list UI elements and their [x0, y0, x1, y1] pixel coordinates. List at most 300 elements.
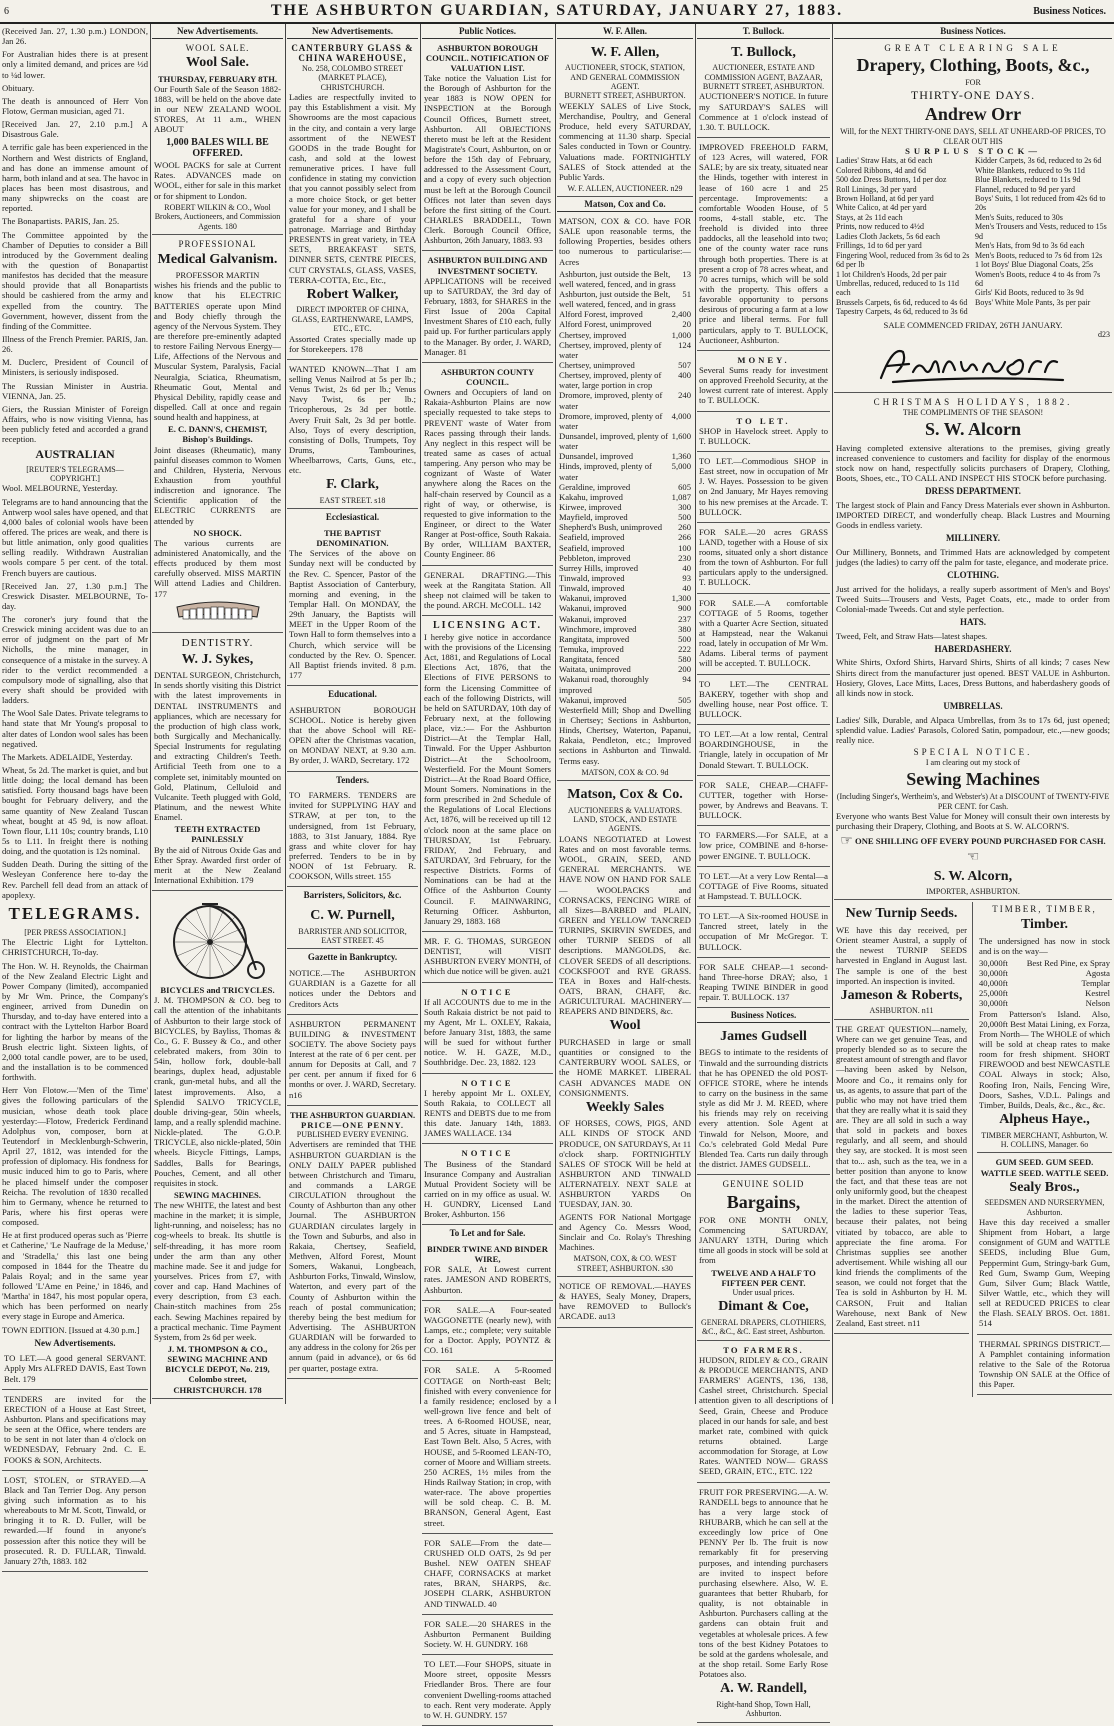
- ad-title: C. W. Purnell,: [310, 908, 395, 924]
- list-item-label: Chertsey, improved, plenty of water: [559, 339, 662, 360]
- ad-body: THE GREAT QUESTION—namely, Where can we get genuine Teas, and properly blended so as to secure the greatest amount of strength and flavor—having been asked by Nelson, Moore and Co., it remains only for us, as agents, to assure that part of the public who may not have tried them that they are really what it is said they are. They are all sold in such a way that sold in packets and boxes regularly, and all seem, and should they say, are stocked. It is most seen that to... ash, such as the tea, we in a better position than anyone to know the fact, and that these teas are not only uniformly good, but the cheapest in the market. Direct the attention of the ladies to these superior Teas, because their palates, not being vitiated by tobacco, are able to appreciate the fine aroma. For Christmas supplies see another advertisement. While wishing all our kind friends the compliments of the season, we could not forget that the Tea is sold in Ashburton by H. M. CARSON, Fruit and Italian Warehouse, next Bank of New Zealand, East street. n11: [836, 1023, 968, 1328]
- list-item: [559, 624, 691, 634]
- list-item-value: 40: [682, 583, 691, 594]
- ad-body: WE have this day received, per Orient steamer Austral, a supply of the newest TURNIP SEEDS harvested in England in August last. The sample is one of the best imported. An inspection is invited.: [836, 925, 967, 986]
- list-item-label: Chertsey, unimproved: [559, 360, 635, 371]
- list-item: [559, 319, 691, 329]
- land-list: [559, 269, 691, 705]
- ad-subtitle: DIRECT IMPORTER OF CHINA, GLASS, EARTHENWARE, LAMPS, ETC., ETC.: [291, 305, 414, 334]
- ad-body: Advertisers are reminded that THE ASHBURTON GUARDIAN is the ONLY DAILY PAPER published between Christchurch and Timaru, and commands a LARGE CIRCULATION throughout the County of Ashburton than any other Journal. The ASHBURTON GUARDIAN circulates largely in the Town and Suburbs, and also in Rakaia, Chertsey, Seafield, Methven, Alford Forest, Mount Somers, Wakanui, Longbeach, Ashburton Forks, Tinwald, Winslow, Waterton, and every part of the County of Ashburton within the reach of postal communication; thereby being the best medium for Advertising. The ASHBURTON GUARDIAN will be forwarded to any address in the colony for 26s per annum (paid in advance), or 6s 6d per quarter, postage extra.: [289, 1139, 416, 1373]
- list-item-label: Pebbleton, improved: [559, 552, 631, 563]
- price-item: Kidder Carpets, 3s 6d, reduced to 2s 6d: [975, 156, 1102, 166]
- removal-notice: [557, 1279, 693, 1328]
- ad-address: E. C. DANN'S, CHEMIST, Bishop's Buildings.: [168, 424, 267, 445]
- list-item: [559, 482, 691, 492]
- list-item: [559, 522, 691, 532]
- list-item: [559, 360, 691, 370]
- ad-subtitle: GENERAL DRAPERS, CLOTHIERS, &C., &C., &C. East street, Ashburton.: [700, 1317, 827, 1337]
- list-item-label: Mayfield, improved: [559, 512, 628, 523]
- ad-body: TO FARMERS.—For SALE, at a low price, COMBINE and 8-horse-power ENGINE. T. BULLOCK.: [699, 830, 828, 861]
- list-item-value: Nelson: [1085, 998, 1110, 1009]
- ad-body: Ladies are respectfully invited to pay this Establishment a visit. My Showrooms are the most capacious in the city, and contain a very large assortment of the NEWEST GOODS in the trade Bought for cash, and sold at the lowest remunerative prices. I have full confidence in stating my conviction that you cannot possibly select from a more choice Stock, or get better value for your money, and I shall be grateful for a share of your patronage. Marriage and Birthday PRESENTS in great variety, in TEA SETS, BREAKFAST SETS, DINNER SETS, CENTRE PIECES, CUT CRYSTALS, GLASS, VASES, TERRA-COTTA, Etc., Etc.,: [289, 92, 416, 285]
- ad-title: Alpheus Haye.,: [999, 1112, 1090, 1127]
- masthead: [0, 0, 1114, 24]
- ad-title: Timber.: [1020, 917, 1069, 933]
- ad-price: PRICE—ONE PENNY.: [300, 1119, 405, 1130]
- list-item-value: 1,360: [671, 451, 691, 462]
- ad-title: MONEY.: [737, 354, 790, 365]
- price-item: Brussels Carpets, 6s 6d, reduced to 4s 6d: [836, 297, 968, 307]
- column-heading: Matson, Cox and Co.: [557, 199, 693, 212]
- list-item: [559, 492, 691, 502]
- ad-title: W. J. Sykes,: [181, 651, 254, 667]
- bankruptcy-notice: [287, 966, 418, 1015]
- ad-subtitle: AUCTIONEER, STOCK, STATION, AND GENERAL COMMISSION AGENT.: [565, 63, 685, 91]
- bullock-ad: [697, 41, 830, 138]
- ad-code: d23: [1098, 329, 1110, 339]
- thermal-springs-ad: [977, 1337, 1112, 1396]
- price-item: Men's Boots, reduced to 7s 6d from 12s: [975, 250, 1103, 260]
- guardian-ad: [287, 1108, 418, 1379]
- shares-ad: [422, 1617, 553, 1655]
- column-7: [834, 26, 1112, 1402]
- ad-body: FOR SALE.—20 acres GRASS LAND, together with a House of six rooms, situated only a short distance from the town of Ashburton. For full particulars apply to the undersigned. T. BULLOCK.: [699, 526, 828, 588]
- news-paragraph: The coroner's jury found that the Creswick mining accident was due to an error of judgment on the part of Mr Nicholls, the mine manager, in consequence of a mistake in the survey. A rider to the verdict recommended a compulsory mode of signalling, also that every shaft should be provided with ladders.: [2, 614, 148, 706]
- valuation-notice: [422, 41, 553, 252]
- list-item-label: Seafield, improved: [559, 542, 625, 553]
- ad-body: TO FARMERS. TENDERS are invited for SUPPLYING HAY and STRAW, at per ton, to the undersigned, from 1st February, 1883, to 31st January, 1884. Rye grass and white clover for hay preferred. Tenders to be in by NOON of 1st February. R. COOKSON, Wills street. 155: [289, 790, 416, 882]
- ad-body: FOR SALE, CHEAP.—CHAFF-CUTTER, together with Horse-power, by Andrews and Beavans. T. BULLOCK.: [699, 779, 828, 821]
- ad-signature: W. F. ALLEN, AUCTIONEER. n29: [567, 184, 683, 193]
- list-item: [559, 512, 691, 522]
- dentures-image: [173, 601, 263, 627]
- price-item: 500 doz Dress Buttons, 1d per doz: [836, 175, 947, 185]
- section-heading: CLOTHING.: [947, 570, 999, 581]
- ad-title: THE ASHBURTON GUARDIAN.: [289, 1109, 416, 1120]
- list-item-label: Hinds, improved, plenty of water: [559, 461, 652, 482]
- timber-list: [979, 958, 1110, 1009]
- column-heading: Business Notices.: [697, 1010, 830, 1023]
- list-item: [559, 269, 691, 289]
- ad-body: If all ACCOUNTS due to me in the South Rakaia district be not paid to my Agent, Mr L. OXLEY, Rakaia, before January 31st, 1883, the same will be sued for without further notice. W. H. GAZE, M.D., Southbridge. Dec. 23, 1882. 123: [424, 996, 551, 1068]
- news-paragraph: The Electric Light for Lyttelton. CHRISTCHURCH, To-day.: [2, 937, 148, 958]
- ad-body: Joint diseases (Rheumatic), many painful diseases common to Women and Children, Hysteria, Nervous Exhaustion from youthful indiscretion and ignorance. The Scientific application of the ELECTRIC CURRENTS are attended by: [154, 444, 281, 526]
- oats-ad: [422, 1536, 553, 1615]
- ad-body: FOR SALE, At Lowest current rates. JAMESON AND ROBERTS, Ashburton.: [424, 1264, 551, 1295]
- ad-body: The largest stock of Plain and Fancy Dress Materials ever shown in Ashburton. IMPORTED DIRECT, and wonderfully cheap. Black Lustres and Mourning Goods in endless variety.: [836, 499, 1110, 531]
- ad-caps: CHRISTMAS HOLIDAYS, 1882.: [873, 397, 1073, 408]
- ad-body: The undersigned has now in stock and is on the way—: [979, 935, 1110, 956]
- list-item-value: 260: [678, 522, 691, 533]
- list-item: [559, 695, 691, 705]
- hudson-ad: [697, 1343, 830, 1483]
- ad-title: Weekly Sales: [585, 1099, 665, 1115]
- ad-body: Assorted Crates specially made up for Storekeepers. 178: [289, 333, 416, 354]
- notice-gundry: [422, 1146, 553, 1225]
- news-paragraph: The Wool Sale Dates. Private telegrams to hand state that Mr Young's proposal to alter dates of London wool sales has been negatived.: [2, 708, 148, 749]
- list-item-value: 380: [678, 623, 691, 634]
- news-paragraph: He at first produced operas such as 'Pierre et Catherine,' 'Le Naufrage de la Meduse,' and 'Stradella,' this last one being composed in 1844 for the Theatre du Palais Royal; and in the same year followed 'L'Ame en Peine,' in 1846, and 'Martha' in 1847, his most popular opera, which has been performed on nearly every stage in Europe and America.: [2, 1230, 148, 1322]
- price-item: Stays, at 2s 11d each: [836, 212, 903, 222]
- ad-body: TO LET.—Four SHOPS, situate in Moore street, opposite Messrs Friedlander Bros. There are four convenient Dwelling-rooms attached to each. Rent very moderate. Apply to W. H. GUNDRY. 157: [424, 1659, 551, 1720]
- cottage-ad: [697, 596, 830, 675]
- ad-body: I hereby appoint Mr L. OXLEY, South Rakaia, to COLLECT all RENTS and DEBTS due to me from this date. January 14th, 1883. JAMES WALLACE. 134: [424, 1087, 551, 1139]
- list-item-value: 230: [678, 552, 691, 563]
- ad-body: TO LET.—A good general SERVANT. Apply Mrs ALFRED DAVIS, East Town Belt. 179: [4, 1353, 146, 1384]
- list-item-label: Kakahu, improved: [559, 491, 623, 502]
- column-4: [422, 26, 553, 1720]
- ad-body: Owners and Occupiers of land on Rakaia-Ashburton Plains are now specially requested to take steps to PREVENT waste of Water from Races passing through their lands. Any neglect in this respect will be treated same as cases of actual tampering. Any person who may be cognizant of Waste of Water anywhere along the Races on the half-chain reserved by Council as a right of way, or otherwise, is requested to give information to the Engineer, or direct to the Water Ranger at Post-office, South Rakaia. By order, WILLIAM BAXTER, County Engineer. 86: [424, 387, 551, 560]
- ad-body: From Patterson's Island. Also, 20,000ft Best Matai Lining, ex Forza, From North— The WHOLE of which will be sold at cheap rates to make room for fresh shipment. SHORT FIREWOOD and best NEWCASTLE COAL Always in stock; Also, Roofing Iron, Nails, Fencing Wire, Doors, Sashes, V.D.L. Palings and Timber, Builds, Deals, &c., &c., &c.: [979, 1008, 1110, 1110]
- list-item: [979, 978, 1110, 988]
- ad-body: TO LET.—At a low rental, Central BOARDINGHOUSE, in the Triangle, lately in occupation of Mr Donald Stewart. T. BULLOCK.: [699, 729, 828, 770]
- ad-signature: MATSON, COX, & CO. WEST STREET, ASHBURTON. s30: [573, 1254, 677, 1273]
- ad-body: White Shirts, Oxford Shirts, Harvard Shirts, Shirts of all kinds; 7 cases New Shirts direct from the manufacturer just opened. BEST VALUE in Ashburton. Hosiery, Gloves, Lace Mitts, Laces, Dress Buttons, and haberdashery goods of all kinds now in stock.: [836, 657, 1110, 698]
- ad-address: EAST STREET. s18: [319, 495, 386, 505]
- list-item-label: Winchmore, improved: [559, 623, 637, 634]
- list-item: [559, 532, 691, 542]
- ad-body: FRUIT FOR PRESERVING.—A. W. RANDELL begs to announce that he has a very large stock of RHUBARB, which he can sell at the exceedingly low price of One PENNY Per lb. The fruit is now remarkably fit for preserving purposes, and intending purchasers are invited to inspect before purchasing elsewhere. Also, W. E. guarantees that better Rhubarb, for quality, is not obtainable in Ashburton. Purchasers calling at the gardens can obtain fruit and vegetables at wholesale prices. A few tons of the best Kidney Potatoes to be sold at the gardens wholesale, and at the shop retail. Some Early Rose Potatoes also.: [699, 1486, 828, 1680]
- house-ad: [697, 909, 830, 958]
- list-item-value: 13: [682, 268, 691, 279]
- list-item: [979, 968, 1110, 978]
- ad-body: FOR SALE CHEAP.—1 second-hand Three-horse DRAY; also, 1 Reaping TWINE BINDER in good repair. T. BULLOCK. 137: [699, 961, 828, 1003]
- list-item-label: 40,000ft: [979, 978, 1008, 989]
- column-heading: New Advertisements.: [152, 26, 283, 39]
- ad-body: The various currents are administered Anatomically, and the effects produced by them most carefully observed. MISS MARTIN Will attend Ladies and Children. 177: [154, 537, 281, 599]
- list-item-value: 94: [682, 674, 691, 685]
- price-item: Women's Boots, reduce 4 to 4s from 7s 6d: [975, 269, 1101, 288]
- section-heading: Gazette in Bankruptcy.: [307, 952, 398, 963]
- building-society-ad: [287, 1017, 418, 1106]
- ad-caps: GENUINE SOLID: [722, 1179, 805, 1190]
- classified-ad: [2, 1473, 148, 1572]
- list-item-value: 900: [678, 603, 691, 614]
- list-item-label: Tinwald, improved: [559, 583, 625, 594]
- list-item-value: 580: [678, 654, 691, 665]
- column-5: [557, 26, 693, 1402]
- column-rule: [420, 24, 421, 1404]
- ad-caps: PROFESSIONAL: [178, 239, 257, 250]
- ad-subtitle: TIMBER MERCHANT, Ashburton, W. H. COLLINS, Manager. 6o: [981, 1130, 1108, 1149]
- list-item-label: Geraldine, improved: [559, 481, 631, 492]
- list-item-label: Wakanui, improved: [559, 603, 627, 614]
- section-heading: Educational.: [328, 689, 377, 700]
- bicycles-ad: [152, 893, 283, 1399]
- ad-caps: WOOL SALE.: [185, 42, 250, 53]
- ad-for: FOR: [965, 78, 981, 88]
- list-item-label: Ashburton, just outside the Belt, well watered, fenced, and in grass: [559, 289, 676, 310]
- sealy-ad: [977, 1155, 1112, 1334]
- news-paragraph: Wheat, 5s 2d. The market is quiet, and but little doing; the local demand has been satisfied. Forty thousand bags have been bought for February delivery, and the same quantity of New Zealand Tuscan wheat, bought at 45 9d, is now afloat. Town flour, L11 10s; country brands, L10 5s to L11. In freight there is nothing doing, and the quotation is 12s nominal.: [2, 765, 148, 857]
- list-item-value: 4,000: [671, 410, 691, 421]
- bargains-ad: [697, 1177, 830, 1341]
- price-item: White Calico, at 4d per yard: [836, 203, 927, 213]
- ad-title: Drapery, Clothing, Boots, &c.,: [856, 55, 1090, 76]
- list-item-value: 222: [678, 643, 691, 654]
- news-paragraph: The Hon. W. H. Reynolds, the Chairman of the New Zealand Electric Light and Power Company (limited), accompanied by Mr Wm. Prince, the Company's engineer, arrived from Dunedin on Thursday, and to-day have entered into a contract with the Lyttelton Harbor Board for lighting the harbor by means of the Brush electric light. Sixteen lights, of 2,000 total candle power, are to be used, and the installation is to be commenced forthwith.: [2, 960, 148, 1083]
- list-item-label: Wakanui, improved: [559, 593, 627, 604]
- price-item: Fingering Wool, reduced from 3s 6d to 2s 6d per lb: [836, 250, 970, 270]
- news-paragraph: A terrific gale has been experienced in the Northern and West districts of England, and has done an immense amount of harm, both inland and at sea. The havoc in places has been most disastrous, and many shipwrecks on the coast are reported.: [2, 142, 148, 214]
- price-item: Boys' Suits, 1 lot reduced from 42s 6d to 20s: [975, 194, 1106, 213]
- surplus-stock: SURPLUS STOCK—: [905, 146, 1041, 157]
- list-item-label: Wakanui, improved: [559, 613, 627, 624]
- notice-wallace: [422, 1076, 553, 1145]
- boardinghouse-ad: [697, 727, 830, 776]
- chaff-cutter-ad: [697, 778, 830, 827]
- list-item: [559, 502, 691, 512]
- alcorn-ad: [834, 395, 1112, 900]
- price-item: Frillings, 1d to 6d per yard: [836, 241, 922, 251]
- ad-body: AGENTS FOR National Mortgage and Agency Co. Messrs Wood, Sinclair and Co. Rolay's Threshing Machines.: [559, 1211, 691, 1252]
- list-item-value: Agosta: [1085, 968, 1110, 979]
- ad-body: MR. F. G. THOMAS, SURGEON DENTIST, will VISIT ASHBURTON EVERY MONTH, of which due notice will be given. au21: [424, 935, 551, 977]
- list-item: [979, 958, 1110, 968]
- ad-body: FOR SALE.—A Four-seated WAGGONETTE (nearly new), with Lamps, etc.; complete; very suitable for a Doctor. Apply, POYNTZ & CO. 161: [424, 1304, 551, 1356]
- list-item: [559, 543, 691, 553]
- ad-title: Matson, Cox & Co.: [567, 787, 683, 803]
- wool-sale-ad: [152, 41, 283, 235]
- licensing-notice: [422, 618, 553, 932]
- ad-address: BURNETT STREET, ASHBURTON.: [564, 91, 686, 101]
- list-item-value: 1,000: [671, 329, 691, 340]
- list-item-label: Wakanui road, thoroughly improved: [559, 674, 649, 695]
- list-item-value: 124: [678, 339, 691, 350]
- ad-body: Ladies' Silk, Durable, and Alpaca Umbrellas, from 3s to 17s 6d, just opened; splendid value. Ladies' Parasols, Colored Satin, pompadour, etc.,—new goods; really nice.: [836, 714, 1110, 745]
- money-ad: [697, 353, 830, 412]
- ad-date: THURSDAY, FEBRUARY 8TH.: [157, 73, 278, 84]
- column-heading: W. F. Allen.: [557, 26, 693, 39]
- news-paragraph: (Received Jan. 27, 1.30 p.m.) LONDON, Jan 26.: [2, 26, 148, 47]
- no-shock: NO SHOCK.: [193, 527, 242, 538]
- column-rule: [832, 24, 833, 1404]
- list-item: [559, 674, 691, 694]
- ad-body: FOR SALE—From the date— CRUSHED OLD OATS, 2s 9d per Bushel. NEW OATEN SHEAF CHAFF, CORNSACKS at market rates, BRAN, SHARPS, &c. JOSEPH CLARK, ASHBURTON AND TINWALD. 40: [424, 1537, 551, 1609]
- bakery-ad: [697, 677, 830, 726]
- news-paragraph: The death is announced of Herr Von Flotow, German musician, aged 71.: [2, 95, 148, 116]
- ad-body: J. M. THOMPSON & CO. beg to call the attention of the inhabitants of Ashburton to their large stock of BICYCLES, by Bayliss, Thomas & Co., G. F. Bussey & Co., and other celebrated makers, from 30in to 54in, hollow fork, double-ball bearings, duplex head, adjustable crank, gun-metal hubs, and all the latest improvements. Also, a Splendid SALVO TRICYCLE, double driving-gear, 50in wheels, lamp, and a really splendid machine. Nickle-plated. The G.O.P. TRICYCLE, also nickle-plated, 50in wheels. Bicycle Fittings, Lamps, Saddles, Balls for Bearings, Pouches, Cement, and all other requisites in stock.: [154, 995, 281, 1188]
- ad-title: BICYCLES and TRICYCLES.: [160, 985, 275, 996]
- ad-title: W. F. Allen,: [590, 44, 660, 60]
- column-rule: [150, 24, 151, 1404]
- news-paragraph: [Received Jan. 27, 2.10 p.m.] A Disastrous Gale.: [2, 119, 148, 140]
- list-item-label: Chertsey, improved, plenty of water, large portion in crop: [559, 370, 662, 391]
- list-item-value: 2,400: [671, 309, 691, 320]
- ad-body: FOR ONE MONTH ONLY, Commencing SATURDAY, JANUARY 13TH, During which time all goods in stock will be sold at from: [699, 1214, 828, 1266]
- news-paragraph: For Australian hides there is at present only a limited demand, and prices are ½d to ¼d lower.: [2, 49, 148, 80]
- list-item-value: 400: [678, 370, 691, 381]
- ad-body: Several Sums ready for investment on approved Freehold Security, at the lowest current rate of interest. Apply to T. BULLOCK.: [699, 364, 828, 406]
- list-item-label: 25,000ft: [979, 988, 1008, 999]
- discount: TWELVE AND A HALF TO FIFTEEN PER CENT.: [711, 1267, 816, 1288]
- list-item: [559, 451, 691, 461]
- news-items: [2, 483, 148, 899]
- list-item-label: 30,000ft: [979, 968, 1008, 979]
- ad-subtitle: (Including Singer's, Wertheim's, and Webster's) At a DISCOUNT of TWENTY-FIVE PER CENT. for Cash.: [836, 792, 1110, 811]
- ad-body: Everyone who wants Best Value for Money will consult their own interests by purchasing their Drapery, Clothing, and Boots at S. W. ALCORN'S.: [836, 811, 1110, 832]
- list-item-value: 100: [678, 542, 691, 553]
- ad-subtitle: AUCTIONEER, ESTATE AND COMMISSION AGENT, BAZAAR, BURNETT STREET, ASHBURTON.: [702, 63, 825, 91]
- ad-body: ASHBURTON PERMANENT BUILDING & INVESTMENT SOCIETY. The above Society pays Interest at the rate of 6 per cent. per annum for Deposits at Call, and 7 per cent. per annum if fixed for 6 months or over. J. WARD, Secretary. n16: [289, 1018, 416, 1100]
- dentistry-ad: [152, 635, 283, 891]
- news-paragraph: M. Duclerc, President of Council of Ministers, is seriously indisposed.: [2, 357, 148, 378]
- ad-body: Just arrived for the holidays, a really superb assortment of Men's and Boys' Tweed Suits—Trousers and Vests, Paget Coats, etc., made to order from Colonial-made Tweeds. Cut and style perfection.: [836, 583, 1110, 614]
- ad-body: WOOL PACKS for sale at Current Rates. ADVANCES made on WOOL, either for sale in this market or for shipment to London.: [154, 160, 281, 201]
- ad-body: NOTICE.—The ASHBURTON GUARDIAN is a Gazette for all notices under the Debtors and Creditors Acts: [289, 968, 416, 1009]
- matson-land-ad: [557, 214, 693, 781]
- ad-body: NOTICE OF REMOVAL.—HAYES & HAYES, Sealy Money, Drapers, have REMOVED to Bullock's ARCADE. au13: [559, 1281, 691, 1322]
- news-paragraph: Obituary.: [2, 82, 35, 93]
- news-paragraph: The Bonapartists. PARIS, Jan. 25.: [2, 216, 120, 227]
- price-item: Brown Holland, at 6d per yard: [836, 194, 934, 204]
- ad-body: Westerfield Mill; Shop and Dwelling in Chertsey; Sections in Ashburton, Hinds, Chertsey, Waterton, Papanui, Rakaia, Pendleton, etc.; Improved sections in Ashburton and Tinwald. Terms easy.: [559, 704, 691, 766]
- ad-caps: SPECIAL NOTICE.: [913, 747, 1033, 758]
- list-item-value: 1,300: [671, 593, 691, 604]
- news-items: [2, 937, 148, 1334]
- ad-title: ASHBURTON BOROUGH COUNCIL. NOTIFICATION OF VALUATION LIST.: [425, 42, 550, 73]
- county-council-notice: [422, 365, 553, 566]
- classified-ad: [2, 1392, 148, 1471]
- penny-farthing-bicycle-image: [168, 898, 268, 982]
- price-lists: [836, 156, 1110, 316]
- randell-ad: [697, 1485, 830, 1723]
- ad-body: BEGS to intimate to the residents of Tinwald and the surrounding districts that he has OPENED the old POST-OFFICE STORE, where he intends to carry on the business in the same style as did Mr J. M. REED, where his friends may rely on receiving every attention. Sole Agent at Tinwald for Nelson, Moore, and Co.'s celebrated Gold Medal Pure Blended Tea. Carts run daily through the district. JAMES GUDSELL.: [699, 1047, 828, 1169]
- list-item-label: Alford Forest, unimproved: [559, 319, 652, 330]
- ad-title: A. W. Randell,: [720, 1681, 807, 1697]
- ad-title: TO FARMERS.: [723, 1344, 804, 1355]
- section-heading: MILLINERY.: [945, 533, 1001, 544]
- ad-body: By the aid of Nitrous Oxide Gas and Ether Spray. Awarded first order of merit at the New Zealand International Exhibition. 179: [154, 844, 281, 885]
- ad-body: LOANS NEGOTIATED at Lowest Rates and on most favorable terms. WOOL, GRAIN, SEED, AND GENERAL MERCHANTS. WE HAVE NOW ON HAND FOR SALE— WOOLPACKS and CORNSACKS, FENCING WIRE of all Sizes—BARBED and PLAIN, GREEN and YELLOW TANCRED TURNIPS, SKIRVIN SWEDES, and other TURNIP SEEDS of all descriptions. MANGOLDS, &c. CLOVER SEEDS of all descriptions. COCKSFOOT and RYE GRASS. TEA in Boxes and Half-chests. OATS, BRAN, CHAFF, &c. AGRICULTURAL MACHINERY— REAPERS AND BINDERS, &c.: [559, 833, 691, 1017]
- ad-subtitle: PROFESSOR MARTIN: [175, 270, 260, 281]
- price-item: Ladies Cloth Jackets, 5s 6d each: [836, 231, 940, 241]
- list-item-label: 30,000ft: [979, 957, 1008, 968]
- dray-ad: [697, 960, 830, 1009]
- list-item-value: 200: [678, 664, 691, 675]
- ad-title: Medical Galvanism.: [157, 251, 278, 267]
- shilling-offer: [836, 834, 1110, 867]
- list-item-label: Dromore, improved, plenty of water: [559, 390, 663, 411]
- ad-body: Having completed extensive alterations to the premises, giving greatly increased convenience to customers and facility for display of the enormous stock now on hand, respectfully solicits purchasers of Drapery, Clothing, Boots, Shoes, etc., TO CALL AND INSPECT HIS STOCK before purchasing.: [836, 442, 1110, 484]
- price-item: Men's Hats, from 9d to 3s 6d each: [975, 241, 1085, 251]
- column-2: [152, 26, 283, 1402]
- news-paragraph: The Committee appointed by the Chamber of Deputies to consider a Bill introduced by the Government dealing with the question of Bonapartist manifestos has decided that the measure should provide that all Bonapartists should be cashiered from the army and expelled from the country. The Government, however, dissent from the finding of the Committee.: [2, 229, 148, 331]
- page-number: 6: [4, 6, 9, 17]
- ad-title: Dimant & Coe,: [718, 1299, 809, 1315]
- column-heading: Public Notices.: [422, 26, 553, 39]
- allen-ad: [557, 41, 693, 198]
- ad-subtitle: DENTAL SURGEON, Christchurch,: [154, 670, 281, 681]
- ad-body: APPLICATIONS will be received up to SATURDAY, the 3rd day of February, 1883, for SHARES in the First Issue of 200a Capital Investment Shares of £10 each, fully paid up. For further particulars apply to the Manager. By order, J. WARD, Manager. 81: [424, 275, 551, 357]
- ad-caps: DENTISTRY.: [181, 636, 254, 649]
- ad-body: Will, for the NEXT THIRTY-ONE DAYS, SELL AT UNHEARD-OF PRICES, TO CLEAR OUT HIS: [840, 127, 1106, 146]
- list-item: [979, 998, 1110, 1008]
- andrew-orr-ad: [834, 41, 1112, 394]
- list-item-label: Alford Forest, improved: [559, 309, 643, 320]
- gudsell-ad: [697, 1025, 830, 1175]
- building-society-notice: [422, 253, 553, 362]
- price-item: Roll Linings, 3d per yard: [836, 184, 917, 194]
- price-item: Prints, now reduced to 4½d: [836, 222, 924, 232]
- ad-body: GENERAL DRAFTING.—This week at the Rangitata Station. All sheep not claimed will be taken to the pound. ARCH. McCOLL. 142: [424, 569, 551, 610]
- ad-title: Wool: [609, 1018, 641, 1034]
- list-item-label: Dunsandel, improved: [559, 451, 633, 462]
- ad-caps: GUM SEED. GUM SEED. WATTLE SEED. WATTLE SEED.: [980, 1157, 1109, 1178]
- ad-body: Take notice the Valuation List for the Borough of Ashburton for the year 1883 is NOW OPEN for INSPECTION at the Borough Council Offices, Burnett street, Ashburton. All OBJECTIONS thereto must be left at the Resident Magistrate's Court, Ashburton, on or before the 15th day of February, addressed to the Assessment Court, and a copy of every such objection must be left at the Borough Council Offices not later than seven days before the first sitting of the Court. CHARLES BRADDELL, Town Clerk. Borough Council Office, Ashburton, 26th January, 1883. 93: [424, 73, 551, 246]
- ad-title: F. Clark,: [326, 477, 379, 493]
- list-item: [559, 593, 691, 603]
- section-heading: Barristers, Solicitors, &c.: [303, 890, 402, 901]
- price-item: Flannel, reduced to 9d per yard: [975, 184, 1075, 194]
- section-heading: DRESS DEPARTMENT.: [925, 486, 1021, 497]
- ad-address: No. 258, COLOMBO STREET (MARKET PLACE), CHRISTCHURCH.: [301, 63, 404, 92]
- ad-body: THERMAL SPRINGS DISTRICT.— A Pamphlet containing information relative to the Sale of the Rotorua Township ON SALE at the Office of this Paper.: [979, 1338, 1110, 1390]
- list-item-value: 300: [678, 501, 691, 512]
- ad-body: OF HORSES, COWS, PIGS, AND ALL KINDS OF STOCK AND PRODUCE, ON SATURDAYS, At 11 o'clock sharp. FORTNIGHTLY SALES OF STOCK Will be held at ASHBURTON AND TINWALD ALTERNATELY. NEXT SALE at ASHBURTON YARDS On TUESDAY, JAN. 30.: [559, 1118, 691, 1210]
- ad-body: SHOP in Havelock street. Apply to T. BULLOCK.: [699, 425, 828, 446]
- ad-body: WANTED KNOWN—That I am selling Venus Nailrod at 5s per lb.; Venus Twist, 2s 6d per lb.; Venus Navy Twist, 6s per lb.; Tricopherous, 2s 3d per bottle. Avery Fruit Salt, 2s 3d per bottle. Also, Toys of every description, consisting of Dolls, Trumpets, Toy Drums, Tambourines, Wheelbarrows, Carts, Guns, etc., etc.: [289, 363, 416, 476]
- price-list-right: [975, 156, 1110, 316]
- list-item-label: 30,000ft: [979, 998, 1008, 1009]
- list-item: [559, 390, 691, 410]
- ad-list: [2, 1351, 148, 1572]
- ad-address: Right-hand Shop, Town Hall, Ashburton.: [716, 1699, 811, 1719]
- price-item: Umbrellas, reduced, reduced to 1s 11d each: [836, 278, 959, 298]
- ad-title: NOTICE: [461, 986, 514, 997]
- list-item-value: 240: [678, 390, 691, 401]
- ad-caps: CANTERBURY GLASS & CHINA WAREHOUSE,: [291, 42, 414, 64]
- cottage-ad: [422, 1363, 553, 1533]
- galvanism-ad: [152, 237, 283, 633]
- list-item-label: Dunsandel, improved, plenty of water: [559, 431, 669, 452]
- list-item-label: Rangitata, fenced: [559, 654, 620, 665]
- section-heading: Tenders.: [336, 774, 369, 785]
- ad-body: In sends shortly visiting this District with the latest improvements in DENTAL INSTRUMENTS and appliances, which are necessary for the production of high class work, both Surgically and Mechanically. Special Instruments for regulating and extracting Children's Teeth. Artificial Teeth from one to a complete set, inimitably mounted on Gold, Platinum, Celluloid and Vulcanite. Teeth plugged with Gold, Platinum, and the newest White Enamel.: [154, 680, 281, 823]
- ad-title: Robert Walker,: [306, 286, 399, 302]
- shops-ad: [422, 1657, 553, 1726]
- ad-title: Sewing Machines: [906, 769, 1040, 790]
- price-item: Colored Ribbons, 4d and 6d: [836, 165, 926, 175]
- school-notice: [287, 703, 418, 772]
- ad-body: FOR SALE. A 5-Roomed COTTAGE on North-east Belt; finished with every convenience for a family residence; enclosed by a well-grown live fence and belt of trees. A 6-Roomed HOUSE, near, and 5 Acres, situate in Hampstead, East Town Belt. Also, 5 Acres, with HOUSE, and 5-Roomed LEAN-TO, corner of Moore and William streets. 250 ACRES, 1½ miles from the Hinds Railway Station; in crop, with water-race. The above properties will be sold cheap. C. B. M. BRANSON, General Agent, East street.: [424, 1365, 551, 1528]
- news-paragraph: Sudden Death. During the sitting of the Wesleyan Conference here to-day the Rev. Parchell fell dead from an attack of apoplexy.: [2, 859, 148, 900]
- list-item-label: Wakanui, improved: [559, 694, 627, 705]
- section-heading: HATS.: [959, 617, 987, 628]
- column-telegrams: [2, 26, 148, 1566]
- ad-title: NOTICE: [461, 1077, 514, 1088]
- ad-body: Have this day received a smaller Shipment from Hobart, a large consignment of GUM and WATTLE SEEDS, including Blue Gum, Peppermint Gum, Stringy-bark Gum, Red Gum, Swamp Gum, Weeping Gum, Silver Gum; Black Wattle, Silver Wattle, etc., which they will sell at REDUCED PRICES to clear the Flash. SEALY BROS. Oct. 1881. 514: [979, 1217, 1110, 1329]
- list-item-value: 507: [678, 360, 691, 371]
- ad-body: The new WHITE, the latest and best machine in the market; it is simple, light-running, and noiseless; has no cog-wheels to break. Its shuttle is self-threading, it has more room under the arm than any other machine made. See it and judge for yourselves. Prices from £7, with cover and cap. Hand Machines of every description, from £3 each. Chain-stitch machines from 25s each. Sewing Machines repaired by a practical mechanic. Time Payment System, from 2s 6d per week.: [154, 1200, 281, 1342]
- column-heading: Business Notices.: [834, 26, 1112, 39]
- australian-heading: AUSTRALIAN: [35, 447, 115, 462]
- press-credit: [PER PRESS ASSOCIATION.]: [24, 927, 126, 937]
- news-paragraph: TOWN EDITION. [Issued at 4.30 p.m.]: [2, 1324, 140, 1335]
- ad-body: TO LET.—A Six-roomed HOUSE in Tancred street, lately in the occupation of Mr McGregor. T. BULLOCK.: [699, 911, 828, 952]
- news-paragraph: [Received Jan. 27, 1.30 p.m.] The Creswick Disaster. MELBOURNE, To-day.: [2, 580, 148, 611]
- list-item-value: 93: [682, 572, 691, 583]
- farmers-tender: [287, 788, 418, 887]
- price-item: Ladies' Straw Hats, at 6d each: [836, 156, 933, 166]
- tolet-ad: [697, 414, 830, 452]
- list-item-value: 237: [678, 613, 691, 624]
- ad-title: THE BAPTIST DENOMINATION.: [316, 528, 389, 549]
- list-item-value: 266: [678, 532, 691, 543]
- column-3: [287, 26, 418, 1402]
- pointing-hand-icon: ☜: [966, 850, 980, 866]
- price-item: Boys' White Mole Pants, 3s per pair: [975, 297, 1091, 307]
